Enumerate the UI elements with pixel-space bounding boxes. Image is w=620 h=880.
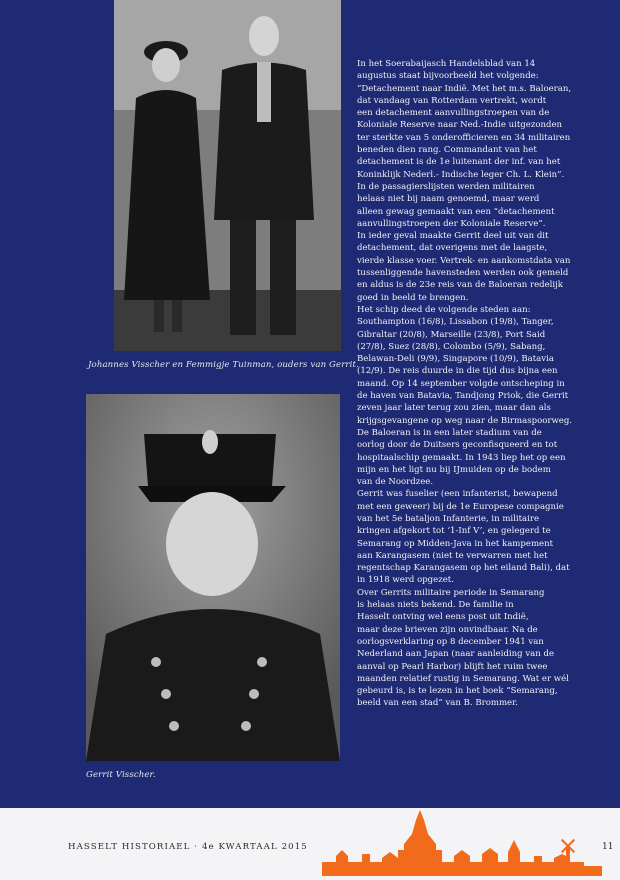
footer-publication: HASSELT HISTORIAEL · 4e KWARTAAL 2015	[68, 842, 308, 852]
photo-gerrit-caption: Gerrit Visscher.	[86, 770, 156, 780]
article-line: kringen afgekort tot ‘1-Inf V’, en gelegerd te	[357, 526, 551, 537]
article-line: Southampton (16/8), Lissabon (19/8), Tanger,	[357, 317, 554, 328]
article-line: krijgsgevangene op weg naar de Birmaspoorweg.	[357, 415, 573, 426]
article-line: oorlogsverklaring op 8 december 1941 van	[357, 636, 544, 647]
article-line: en aldus is de 23e reis van de Baloeran redelijk	[357, 280, 563, 291]
article-line: (27/8), Suez (28/8), Colombo (5/9), Sabang,	[357, 341, 546, 352]
photo-gerrit	[86, 394, 340, 761]
article-line: tussenliggende havensteden werden ook gemeld	[357, 268, 569, 279]
article-line: mijn en het ligt nu bij IJmuiden op de bodem	[357, 464, 551, 475]
article-line: oorlog door de Duitsers geconfisqueerd en tot	[357, 440, 558, 451]
article-line: aan Karangasem (niet te verwarren met het	[357, 550, 548, 561]
article-line: Semarang op Midden-Java in het kampement	[357, 538, 554, 549]
article-line: De Baloeran is in een later stadium van de	[357, 427, 542, 438]
article-line: in 1918 werd opgezet.	[357, 575, 454, 586]
article-line: goed in beeld te brengen.	[357, 292, 469, 303]
article-line: regentschap Karangasem op het eiland Bali), dat	[357, 563, 570, 574]
article-line: Belawan-Deli (9/9), Singapore (10/9), Batavia	[357, 354, 554, 365]
article-line: van het 5e bataljon Infanterie, in militaire	[357, 513, 540, 524]
article-line: gebeurd is, is te lezen in het boek “Semarang,	[357, 686, 558, 697]
article-line: beneden dien rang. Commandant van het	[357, 145, 537, 156]
article-line: de haven van Batavia, Tandjong Priok, die Gerrit	[357, 391, 569, 402]
article-line: Nederland aan Japan (naar aanleiding van de	[357, 649, 555, 660]
article-line: een detachement aanvullingstroepen van de	[357, 108, 550, 119]
article-line: aanvullingstroepen der Koloniale Reserve”.	[357, 218, 546, 229]
article-line: detachement is de 1e luitenant der inf. van het	[357, 157, 561, 168]
article-line: aanval op Pearl Harbor) blijft het ruim twee	[357, 661, 548, 672]
article-line: augustus staat bijvoorbeeld het volgende:	[357, 71, 539, 82]
article-line: Koloniale Reserve naar Ned.-Indie uitgezonden	[357, 120, 563, 131]
article-line: helaas niet bij naam genoemd, maar werd	[357, 194, 540, 205]
article-line: ter sterkte van 5 onderofficieren en 34 militairen	[357, 132, 571, 143]
article-line: dat vandaag van Rotterdam vertrekt, wordt	[357, 95, 547, 106]
article-line: Over Gerrits militaire periode in Semarang	[357, 587, 545, 598]
article-line: is helaas niets bekend. De familie in	[357, 600, 514, 611]
photo-parents	[114, 0, 341, 351]
article-line: Hasselt ontving wel eens post uit Indië,	[357, 612, 529, 623]
article-line: In de passagierslijsten werden militairen	[357, 181, 535, 192]
photo-gerrit-image	[86, 394, 340, 761]
skyline-silhouette-icon	[322, 810, 602, 876]
article-line: alleen gewag gemaakt van een “detachement	[357, 206, 555, 217]
article-line: zeven jaar later terug zou zien, maar dan als	[357, 403, 551, 414]
town-skyline-logo	[322, 810, 602, 880]
article-line: maand. Op 14 september volgde ontscheping in	[357, 378, 565, 389]
article-line: (12/9). De reis duurde in die tijd dus bijna een	[357, 366, 558, 377]
photo-parents-caption: Johannes Visscher en Femmigje Tuinman, ouders van Gerrit.	[88, 360, 359, 370]
article-line: Gerrit was fuselier (een infanterist, bewapend	[357, 489, 558, 500]
article-text	[357, 58, 615, 710]
article-line: met een geweer) bij de 1e Europese compagnie	[357, 501, 564, 512]
article-line: In ieder geval maakte Gerrit deel uit van dit	[357, 231, 549, 242]
article-line: In het Soerabaijasch Handelsblad van 14	[357, 59, 536, 69]
article-line: detachement, dat overigens met de laagste,	[357, 243, 548, 254]
article-line: Gibraltar (20/8), Marseille (23/8), Port Said	[357, 329, 546, 340]
article-line: van de Noordzee.	[357, 477, 434, 488]
article-line: beeld van een stad” van B. Brommer.	[357, 698, 518, 709]
article-line: maar deze brieven zijn onvindbaar. Na de	[357, 624, 538, 635]
article-line: hospitaalschip gemaakt. In 1943 liep het op een	[357, 452, 566, 463]
article-line: maanden relatief rustig in Semarang. Wat er wél	[357, 673, 569, 684]
photo-parents-image	[114, 0, 341, 351]
article-line: vierde klasse voer. Vertrek- en aankomstdata van	[357, 255, 571, 266]
article-line: Koninklijk Nederl.- Indische leger Ch. L. Klein”.	[357, 169, 565, 180]
article-line: Het schip deed de volgende steden aan:	[357, 304, 531, 315]
article-line: “Detachement naar Indië. Met het m.s. Baloeran,	[357, 83, 572, 94]
page-number: 11	[602, 842, 614, 852]
